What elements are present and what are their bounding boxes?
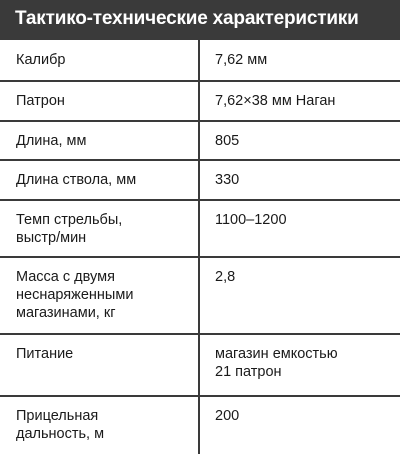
table-row — [0, 334, 400, 396]
table-row — [0, 257, 400, 334]
table-row — [0, 81, 400, 121]
spec-name: Длина, мм — [0, 121, 199, 160]
table-row — [0, 200, 400, 257]
spec-name: Темп стрельбы, выстр/мин — [0, 200, 199, 257]
spec-value: 805 — [199, 121, 400, 160]
spec-value: 330 — [199, 160, 400, 200]
spec-value: 7,62×38 мм Наган — [199, 81, 400, 121]
spec-value: магазин емкостью 21 патрон — [199, 334, 400, 396]
spec-value: 2,8 — [199, 257, 400, 334]
table-row — [0, 121, 400, 160]
spec-value: 7,62 мм — [199, 39, 400, 81]
spec-value: 1100–1200 — [199, 200, 400, 257]
spec-name: Патрон — [0, 81, 199, 121]
spec-name: Масса с двумя неснаряженными магазинами, кг — [0, 257, 199, 334]
spec-value: 200 — [199, 396, 400, 454]
table-row — [0, 39, 400, 81]
table-row — [0, 160, 400, 200]
spec-name: Прицельная дальность, м — [0, 396, 199, 454]
spec-name: Длина ствола, мм — [0, 160, 199, 200]
table-row — [0, 396, 400, 454]
spec-name: Питание — [0, 334, 199, 396]
specs-table — [0, 38, 400, 454]
spec-name: Калибр — [0, 39, 199, 81]
specs-title: Тактико-технические характеристики — [0, 0, 400, 38]
